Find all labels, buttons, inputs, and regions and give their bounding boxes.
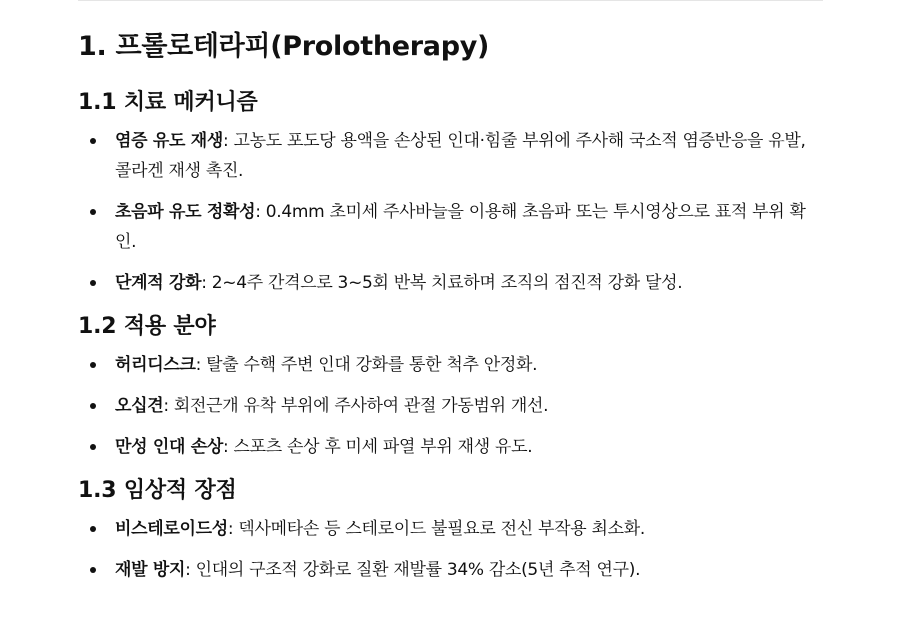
list-item xyxy=(78,268,823,298)
list-item xyxy=(78,197,823,257)
item-description: : 2~4주 간격으로 3~5회 반복 치료하며 조직의 점진적 강화 달성. xyxy=(201,273,683,293)
list-item xyxy=(78,391,823,421)
list-item xyxy=(78,514,823,544)
list-item xyxy=(78,555,823,585)
item-description: : 고농도 포도당 용액을 손상된 인대·힘줄 부위에 주사해 국소적 염증반응을 유발, 콜라겐 재생 촉진. xyxy=(115,131,806,181)
bullet-icon xyxy=(90,403,96,409)
list-item xyxy=(78,350,823,380)
bullet-icon xyxy=(90,567,96,573)
item-term: 재발 방지 xyxy=(115,560,186,580)
bullet-icon xyxy=(90,362,96,368)
list-item xyxy=(78,126,823,186)
section-heading-mechanism: 1.1 치료 메커니즘 xyxy=(78,90,258,115)
item-term: 비스테로이드성 xyxy=(115,519,228,539)
item-term: 염증 유도 재생 xyxy=(115,131,223,151)
list-item xyxy=(78,432,823,462)
bullet-icon xyxy=(90,280,96,286)
clinical-benefits-list xyxy=(78,514,823,585)
top-divider xyxy=(78,0,823,1)
section-heading-clinical-benefits: 1.3 임상적 장점 xyxy=(78,478,237,503)
item-term: 만성 인대 손상 xyxy=(115,437,223,457)
item-description: : 탈출 수핵 주변 인대 강화를 통한 척추 안정화. xyxy=(195,355,538,375)
item-description: : 스포츠 손상 후 미세 파열 부위 재생 유도. xyxy=(222,437,533,457)
bullet-icon xyxy=(90,209,96,215)
applications-list xyxy=(78,350,823,462)
item-description: : 덱사메타손 등 스테로이드 불필요로 전신 부작용 최소화. xyxy=(227,519,645,539)
item-term: 허리디스크 xyxy=(115,355,196,375)
item-description: : 0.4mm 초미세 주사바늘을 이용해 초음파 또는 투시영상으로 표적 부위 확인. xyxy=(115,202,806,252)
item-term: 오십견 xyxy=(115,396,164,416)
item-term: 초음파 유도 정확성 xyxy=(115,202,256,222)
bullet-icon xyxy=(90,526,96,532)
bullet-icon xyxy=(90,138,96,144)
mechanism-list xyxy=(78,126,823,298)
page-title: 1. 프롤로테라피(Prolotherapy) xyxy=(78,31,490,62)
item-description: : 회전근개 유착 부위에 주사하여 관절 가동범위 개선. xyxy=(163,396,549,416)
bullet-icon xyxy=(90,444,96,450)
section-heading-applications: 1.2 적용 분야 xyxy=(78,314,216,339)
document-body xyxy=(78,28,823,599)
item-description: : 인대의 구조적 강화로 질환 재발률 34% 감소(5년 추적 연구). xyxy=(185,560,641,580)
item-term: 단계적 강화 xyxy=(115,273,202,293)
